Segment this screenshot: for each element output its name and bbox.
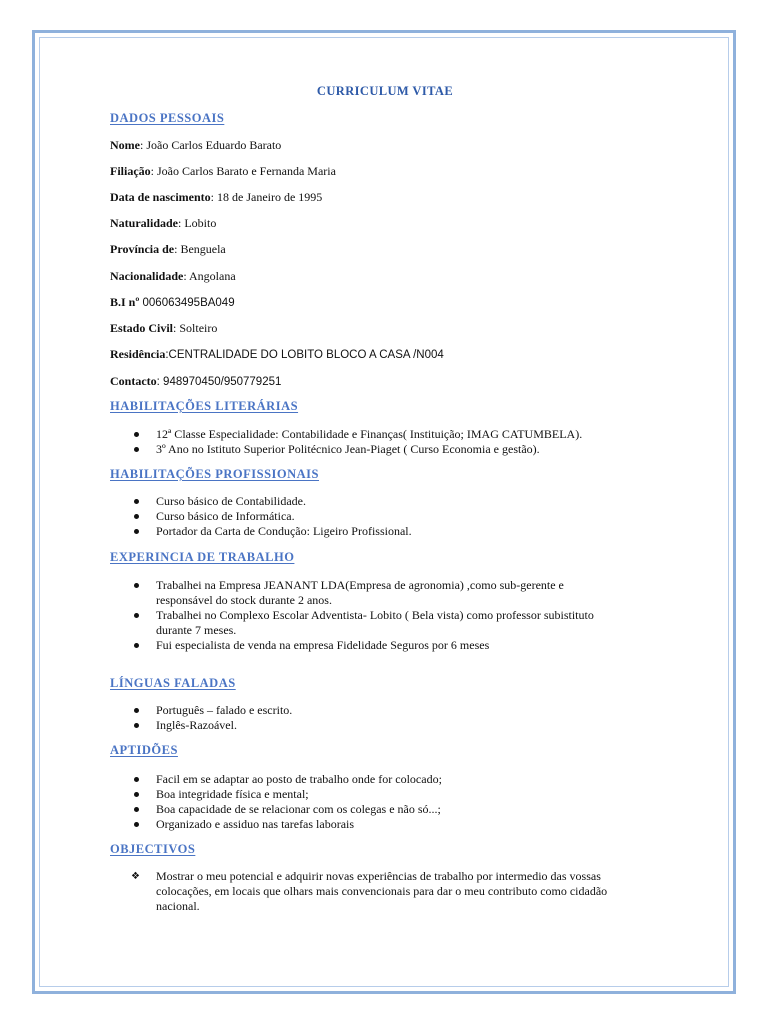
list-item: Curso básico de Informática.	[110, 509, 412, 524]
field-estado-civil	[110, 321, 217, 336]
field-nome	[110, 138, 281, 153]
item-line: Trabalhei no Complexo Escolar Adventista- Lobito ( Bela vista) como professor subistituto	[156, 608, 594, 622]
field-value: : Benguela	[174, 242, 226, 256]
field-filiacao	[110, 164, 336, 179]
field-value: 006063495BA049	[139, 297, 235, 309]
list-item: 12ª Classe Especialidade: Contabilidade e Finanças( Instituição; IMAG CATUMBELA).	[110, 427, 582, 442]
item-line: Mostrar o meu potencial e adquirir novas experiências de trabalho por intermedio das vossas	[156, 869, 601, 883]
item-line: durante 7 meses.	[156, 623, 237, 637]
section-personal-heading: DADOS PESSOAIS	[110, 111, 225, 125]
list-item	[110, 869, 670, 914]
experience-list	[110, 578, 670, 653]
list-item	[110, 578, 670, 608]
list-item: Portador da Carta de Condução: Ligeiro Profissional.	[110, 524, 412, 539]
field-bi	[110, 295, 235, 311]
field-label: B.I nº	[110, 295, 140, 309]
list-item: Boa integridade física e mental;	[110, 787, 442, 802]
item-line: Fui especialista de venda na empresa Fidelidade Seguros por 6 meses	[156, 638, 490, 652]
field-label: Nacionalidade	[110, 269, 184, 283]
list-item: 3º Ano no Istituto Superior Politécnico Jean-Piaget ( Curso Economia e gestão).	[110, 442, 582, 457]
field-value: : Lobito	[178, 216, 217, 230]
field-value: : João Carlos Eduardo Barato	[140, 138, 282, 152]
field-value: : Angolana	[183, 269, 236, 283]
section-professional-heading: HABILITAÇÕES PROFISSIONAIS	[110, 467, 320, 481]
aptitudes-list	[110, 772, 442, 832]
list-item	[110, 608, 670, 638]
list-item: Facil em se adaptar ao posto de trabalho onde for colocado;	[110, 772, 442, 787]
item-line: Trabalhei na Empresa JEANANT LDA(Empresa de agronomia) ,como sub-gerente e	[156, 578, 564, 592]
field-nacionalidade	[110, 269, 236, 284]
list-item	[110, 638, 670, 653]
section-aptitudes-heading: APTIDÕES	[110, 743, 178, 757]
field-value: : João Carlos Barato e Fernanda Maria	[150, 164, 336, 178]
field-value: :CENTRALIDADE DO LOBITO BLOCO A CASA /N004	[165, 349, 444, 361]
list-item: Organizado e assiduo nas tarefas laborais	[110, 817, 442, 832]
field-label: Estado Civil	[110, 321, 174, 335]
section-languages-heading: LÍNGUAS FALADAS	[110, 676, 236, 690]
field-label: Nome	[110, 138, 140, 152]
field-data-nascimento	[110, 190, 322, 205]
languages-list	[110, 703, 292, 733]
section-objectives-heading: OBJECTIVOS	[110, 842, 196, 856]
field-contacto	[110, 374, 281, 390]
field-value: : Solteiro	[173, 321, 218, 335]
field-value: : 948970450/950779251	[156, 376, 282, 388]
professional-list	[110, 494, 412, 539]
list-item: Boa capacidade de se relacionar com os colegas e não só...;	[110, 802, 442, 817]
page-title: CURRICULUM VITAE	[316, 84, 454, 98]
field-label: Contacto	[110, 374, 157, 388]
field-naturalidade	[110, 216, 216, 231]
section-literary-heading: HABILITAÇÕES LITERÁRIAS	[110, 399, 299, 413]
field-label: Filiação	[110, 164, 151, 178]
list-item: Inglês-Razoável.	[110, 718, 292, 733]
field-label: Naturalidade	[110, 216, 179, 230]
list-item: Curso básico de Contabilidade.	[110, 494, 412, 509]
literary-list	[110, 427, 582, 457]
item-line: responsável do stock durante 2 anos.	[156, 593, 332, 607]
field-label: Data de nascimento	[110, 190, 211, 204]
field-label: Província de	[110, 242, 175, 256]
objectives-list	[110, 869, 670, 914]
item-line: colocações, em locais que olhars mais convencionais para dar o meu contributo como cidadão	[156, 884, 608, 898]
field-provincia	[110, 242, 226, 257]
field-label: Residência	[110, 347, 166, 361]
section-experience-heading: EXPERINCIA DE TRABALHO	[110, 550, 295, 564]
field-residencia	[110, 347, 444, 363]
field-value: : 18 de Janeiro de 1995	[210, 190, 323, 204]
list-item: Português – falado e escrito.	[110, 703, 292, 718]
item-line: nacional.	[156, 899, 200, 913]
